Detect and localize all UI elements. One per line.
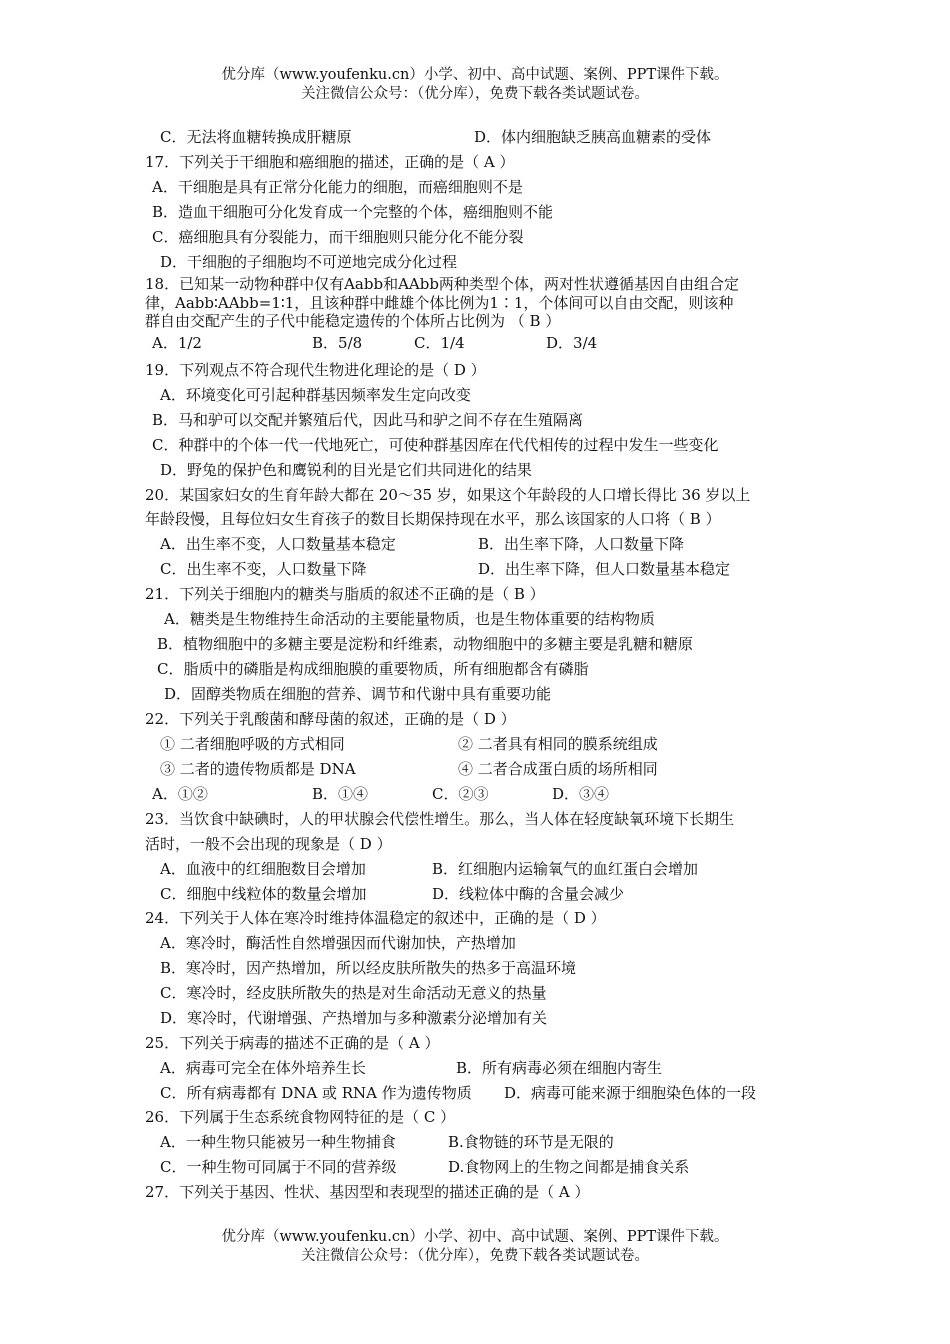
q18-stem-line-3: 群自由交配产生的子代中能稳定遗传的个体所占比例为 （ B ） [145, 312, 561, 330]
page-footer [0, 1228, 950, 1266]
q22-statement-4: ④ 二者合成蛋白质的场所相同 [458, 760, 658, 778]
q16-option-c: C．无法将血糖转换成肝糖原 [160, 128, 352, 146]
footer-line-1: 优分库（www.youfenku.cn）小学、初中、高中试题、案例、PPT课件下载。 [221, 1229, 729, 1245]
q18-stem-line-1: 18．已知某一动物种群中仅有Aabb和AAbb两种类型个体，两对性状遵循基因自由组合定 [145, 275, 739, 293]
q26-option-a: A．一种生物只能被另一种生物捕食 [160, 1133, 396, 1151]
q22-statement-3: ③ 二者的遗传物质都是 DNA [160, 760, 356, 778]
q21-option-d: D．固醇类物质在细胞的营养、调节和代谢中具有重要功能 [164, 685, 552, 703]
q18-option-d: D．3/4 [546, 334, 598, 352]
q20-stem-line-2: 年龄段慢，且每位妇女生育孩子的数目长期保持现在水平，那么该国家的人口将（ B ） [145, 510, 721, 528]
q21-option-a: A．糖类是生物维持生命活动的主要能量物质，也是生物体重要的结构物质 [164, 610, 655, 628]
q22-option-a: A．①② [152, 785, 208, 803]
q17-option-c: C．癌细胞具有分裂能力，而干细胞则只能分化不能分裂 [152, 228, 524, 246]
q19-option-d: D．野兔的保护色和鹰锐利的目光是它们共同进化的结果 [160, 461, 533, 479]
header-line-1: 优分库（www.youfenku.cn）小学、初中、高中试题、案例、PPT课件下载。 [221, 67, 729, 83]
q20-option-b: B．出生率下降，人口数量下降 [478, 535, 685, 553]
q22-statement-1: ① 二者细胞呼吸的方式相同 [160, 735, 345, 753]
q17-option-b: B．造血干细胞可分化发育成一个完整的个体，癌细胞则不能 [152, 203, 554, 221]
q22-option-d: D．③④ [552, 785, 610, 803]
page-header [0, 66, 950, 104]
q19-option-b: B．马和驴可以交配并繁殖后代，因此马和驴之间不存在生殖隔离 [152, 411, 584, 429]
q22-statement-2: ② 二者具有相同的膜系统组成 [458, 735, 658, 753]
q27-stem: 27．下列关于基因、性状、基因型和表现型的描述正确的是（ A ） [145, 1183, 590, 1201]
q19-option-c: C．种群中的个体一代一代地死亡，可使种群基因库在代代相传的过程中发生一些变化 [152, 436, 719, 454]
q21-option-b: B．植物细胞中的多糖主要是淀粉和纤维素，动物细胞中的多糖主要是乳糖和糖原 [157, 635, 694, 653]
q24-option-a: A．寒冷时，酶活性自然增强因而代谢加快，产热增加 [160, 934, 516, 952]
q24-option-d: D．寒冷时，代谢增强、产热增加与多种激素分泌增加有关 [160, 1009, 548, 1027]
footer-line-2: 关注微信公众号：（优分库），免费下载各类试题试卷。 [301, 1248, 649, 1264]
q24-stem: 24．下列关于人体在寒冷时维持体温稳定的叙述中，正确的是（ D ） [145, 909, 606, 927]
q19-stem: 19．下列观点不符合现代生物进化理论的是（ D ） [145, 361, 486, 379]
q20-option-a: A．出生率不变，人口数量基本稳定 [160, 535, 396, 553]
q22-stem: 22．下列关于乳酸菌和酵母菌的叙述，正确的是（ D ） [145, 710, 516, 728]
q23-stem-line-2: 活时，一般不会出现的现象是（ D ） [145, 835, 392, 853]
header-line-2: 关注微信公众号：（优分库），免费下载各类试题试卷。 [301, 86, 649, 102]
q22-option-c: C．②③ [432, 785, 489, 803]
q26-stem: 26．下列属于生态系统食物网特征的是（ C ） [145, 1108, 456, 1126]
q20-option-d: D．出生率下降，但人口数量基本稳定 [478, 560, 731, 578]
q17-stem: 17．下列关于干细胞和癌细胞的描述，正确的是（ A ） [145, 153, 515, 171]
q23-stem-line-1: 23．当饮食中缺碘时，人的甲状腺会代偿性增生。那么，当人体在轻度缺氧环境下长期生 [145, 810, 735, 828]
q26-option-c: C．一种生物可同属于不同的营养级 [160, 1158, 397, 1176]
q16-option-d: D．体内细胞缺乏胰高血糖素的受体 [474, 128, 712, 146]
q25-option-c: C．所有病毒都有 DNA 或 RNA 作为遗传物质 [160, 1084, 472, 1102]
q25-option-b: B．所有病毒必须在细胞内寄生 [456, 1059, 663, 1077]
q21-option-c: C．脂质中的磷脂是构成细胞膜的重要物质，所有细胞都含有磷脂 [157, 660, 589, 678]
q24-option-c: C．寒冷时，经皮肤所散失的热是对生命活动无意义的热量 [160, 984, 547, 1002]
q23-option-a: A．血液中的红细胞数目会增加 [160, 860, 366, 878]
q24-option-b: B．寒冷时，因产热增加，所以经皮肤所散失的热多于高温环境 [160, 959, 577, 977]
q21-stem: 21．下列关于细胞内的糖类与脂质的叙述不正确的是（ B ） [145, 585, 545, 603]
q18-stem-line-2: 律，Aabb∶AAbb=1∶1，且该种群中雌雄个体比例为1∶1，个体间可以自由交配，则该种 [145, 294, 734, 312]
q23-option-c: C．细胞中线粒体的数量会增加 [160, 885, 367, 903]
q25-stem: 25．下列关于病毒的描述不正确的是（ A ） [145, 1034, 440, 1052]
q17-option-a: A．干细胞是具有正常分化能力的细胞，而癌细胞则不是 [152, 178, 523, 196]
q18-option-c: C．1/4 [414, 334, 465, 352]
q18-option-a: A．1/2 [152, 334, 202, 352]
q25-option-d: D．病毒可能来源于细胞染色体的一段 [504, 1084, 757, 1102]
q19-option-a: A．环境变化可引起种群基因频率发生定向改变 [160, 386, 471, 404]
q25-option-a: A．病毒可完全在体外培养生长 [160, 1059, 366, 1077]
q22-option-b: B．①④ [312, 785, 369, 803]
q18-option-b: B．5/8 [312, 334, 363, 352]
q23-option-b: B．红细胞内运输氧气的血红蛋白会增加 [432, 860, 699, 878]
q20-stem-line-1: 20．某国家妇女的生育年龄大都在 20～35 岁，如果这个年龄段的人口增长得比 36 岁以上 [145, 486, 751, 504]
q20-option-c: C．出生率不变，人口数量下降 [160, 560, 367, 578]
q17-option-d: D．干细胞的子细胞均不可逆地完成分化过程 [160, 253, 458, 271]
q23-option-d: D．线粒体中酶的含量会减少 [432, 885, 625, 903]
q26-option-b: B.食物链的环节是无限的 [448, 1133, 614, 1151]
q26-option-d: D.食物网上的生物之间都是捕食关系 [448, 1158, 690, 1176]
